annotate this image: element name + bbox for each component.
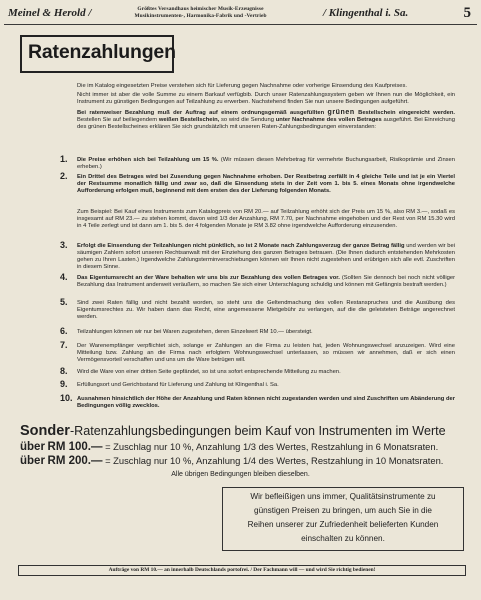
special-text: = Zuschlag nur 10 %, Anzahlung 1/3 des Wertes, Restzahlung in 6 Monatsraten. bbox=[102, 441, 439, 452]
special-conditions-heading bbox=[20, 424, 475, 439]
item-body: und werden wir bei säumigen Zahlern sofort unseren Rechtsanwalt mit der Einziehung des ganzen Betrages betrauen. (Die Ihnen dadurch entstehenden Mehrkosten gehen zu Ihren Lasten.) Irgendwelche Zahlungsterminverschiebungen können wir Ihnen nicht zugestehen und erübrigen sich alle evtl. Zuschriften in diesem Sinne. bbox=[77, 243, 455, 271]
item-bold: Das Eigentumsrecht an der Ware behalten wir uns bis zur Bezahlung des vollen Betrages vor. bbox=[77, 275, 340, 281]
lead-text-1: Bestellen Sie auf beiliegendem bbox=[77, 116, 159, 123]
other-conditions-note: Alle übrigen Bedingungen bleiben dieselben. bbox=[171, 471, 310, 478]
item-bold: Ein Drittel des Betrages wird bei Zusendung gegen Nachnahme erhoben. Der Restbetrag zerfällt in 4 gleiche Teile und ist je ein Viertel der Restsumme monatlich fällig und zwar so, daß die Einsendung stets in der Zeit vom 1. bis 5. eines Monats ohne irgendwelche Aufforderung erfolgen muß, beginnend mit dem ersten des der Lieferung folgenden Monats. bbox=[77, 174, 455, 195]
item-number: 5. bbox=[60, 297, 68, 307]
item-number: 10. bbox=[60, 393, 73, 403]
intro-text bbox=[77, 83, 455, 131]
item-number: 8. bbox=[60, 366, 68, 376]
lead-bold-4: weißen Bestellschein, bbox=[158, 116, 220, 123]
item-text bbox=[77, 275, 455, 289]
item-number: 9. bbox=[60, 379, 68, 389]
special-condition-100 bbox=[20, 441, 475, 453]
page-number: 5 bbox=[463, 5, 471, 21]
item-text bbox=[77, 369, 455, 376]
page-header bbox=[8, 5, 473, 25]
lead-text-3: ausgeführt. Bei Einreichung des grünen Bestellscheines erklären Sie sich grundsätzlich mit unseren Raten-Zahlungsbedingungen einverstanden: bbox=[77, 116, 456, 131]
item-body: Wird die Ware von einer dritten Seite gepfändet, so ist uns sofort entsprechende Mitteilung zu machen. bbox=[77, 369, 341, 375]
item-body: (Sollten Sie dennoch bei noch nicht völliger Bezahlung das Instrument anderweit veräußern, so machen Sie sich einer Unterschlagung schuldig und können mit Gefängnis bestraft werden.) bbox=[77, 275, 456, 289]
lead-bold-5: unter Nachnahme des vollen Betrages bbox=[275, 116, 382, 123]
item-text bbox=[77, 209, 455, 230]
lead-text-2: so wird die Sendung bbox=[219, 116, 276, 123]
special-amount: RM 200.— bbox=[47, 455, 103, 467]
lead-bold-1: Bei ratenweiser Bezahlung muß der Auftrag auf einem ordnungsgemäß ausgefüllten bbox=[77, 109, 328, 116]
item-text bbox=[77, 157, 455, 171]
item-text bbox=[77, 243, 455, 271]
special-condition-200 bbox=[20, 455, 475, 467]
special-text: = Zuschlag nur 10 %, Anzahlung 1/4 des Wertes, Restzahlung in 10 Monatsraten. bbox=[102, 455, 444, 466]
lead-bold-3: Bestellschein eingereicht werden. bbox=[354, 109, 455, 116]
item-bold: Die Preise erhöhen sich bei Teilzahlung um 15 %. bbox=[77, 157, 219, 163]
promo-line-3: Reihen unserer zur Zufriedenheit belieferten Kunden bbox=[247, 520, 439, 529]
special-amount: RM 100.— bbox=[47, 441, 103, 453]
item-body: Sind zwei Raten fällig und nicht bezahlt worden, so steht uns die Geltendmachung des vollen Restanspruches und die Ausübung des Eigentumsrechtes zu. Wir haben dann das Recht, eine angemessene Mietgebühr zu verlangen, auf die die geleisteten Beträge angerechnet werden. bbox=[77, 300, 455, 321]
firm-name: Meinel & Herold / bbox=[8, 7, 92, 19]
item-body: Erfüllungsort und Gerichtsstand für Lieferung und Zahlung ist Klingenthal i. Sa. bbox=[77, 382, 279, 388]
item-body: (Wir müssen diesen Mehrbetrag für vermehrte Buchungsarbeit, Risikoprämie und Zinsen erheben.) bbox=[77, 157, 456, 171]
promo-line-1: Wir befleißigen uns immer, Qualitätsinstrumente zu bbox=[250, 492, 436, 501]
footer-text: Aufträge von RM 10.— an innerhalb Deutschlands portofrei. / Der Fachmann will — und wird Sie richtig bedienen! bbox=[108, 567, 376, 573]
item-bold: Erfolgt die Einsendung der Teilzahlungen nicht pünktlich, so ist 2 Monate nach Zahlungsverzug der ganze Betrag fällig bbox=[77, 243, 405, 249]
lead-paragraph bbox=[77, 109, 455, 132]
tagline-line-1: Größtes Versandhaus heimischer Musik-Erzeugnisse bbox=[137, 6, 264, 12]
item-text bbox=[77, 343, 455, 364]
item-text bbox=[77, 329, 455, 336]
item-number: 3. bbox=[60, 240, 68, 250]
footer-bar bbox=[18, 565, 466, 576]
promo-line-4: einschalten zu können. bbox=[301, 534, 385, 543]
firm-tagline bbox=[88, 6, 313, 20]
item-text bbox=[77, 300, 455, 321]
header-rule bbox=[4, 24, 477, 25]
item-number: 1. bbox=[60, 154, 68, 164]
special-label: über bbox=[20, 455, 45, 467]
item-body: Zum Beispiel: Bei Kauf eines Instruments zum Katalogpreis von RM 20.— auf Teilzahlung erhöht sich der Preis um 15 %, also RM 3.—, sodaß es insgesamt auf RM 23.— zu stehen kommt, davon wird 1/3 der Anzahlung, RM 7.70, per Nachnahme eingehoben und der Rest von RM 15.30 wird in 4 Teile zerlegt und ist dann am 1. bis 5. der 4 folgenden Monate je RM 3.82 ohne irgendwelche Aufforderung einzusenden. bbox=[77, 209, 455, 230]
promo-line-2: günstigen Preisen zu bringen, um auch Sie in die bbox=[254, 506, 432, 515]
tagline-line-2: Musikinstrumenten-, Harmonika-Fabrik und -Vertrieb bbox=[134, 13, 267, 19]
item-number: 6. bbox=[60, 326, 68, 336]
item-number: 7. bbox=[60, 340, 68, 350]
item-bold: Ausnahmen hinsichtlich der Höhe der Anzahlung und Raten können nicht zugestanden werden und sind Zuschriften um Abänderung der Bedingungen völlig zwecklos. bbox=[77, 396, 455, 410]
special-label: über bbox=[20, 441, 45, 453]
intro-paragraph-1: Die im Katalog eingesetzten Preise verstehen sich für Lieferung gegen Nachnahme oder vorherige Einsendung des Kaufpreises. bbox=[77, 83, 407, 89]
special-heading-rest: -Ratenzahlungsbedingungen beim Kauf von Instrumenten im Werte bbox=[69, 424, 446, 438]
firm-location: / Klingenthal i. Sa. bbox=[323, 7, 409, 19]
special-heading-bold: Sonder bbox=[20, 423, 70, 439]
intro-paragraph-2: Nicht immer ist aber die volle Summe zu einem Barkauf verfügbib. Durch unser Ratenzahlungssystem geben wir Ihnen nun die Möglichkeit, ein Instrument zu günstigen Bedingungen auf Teilzahlung zu erwerben. Nachstehend finden Sie nun unsere Bedingungen aufgeführt. bbox=[77, 92, 455, 106]
item-body: Teilzahlungen können wir nur bei Waren zugestehen, deren Einzelwert RM 10.— übersteigt. bbox=[77, 329, 313, 335]
item-text bbox=[77, 396, 455, 410]
item-number: 4. bbox=[60, 272, 68, 282]
item-text bbox=[77, 174, 455, 195]
item-number: 2. bbox=[60, 171, 68, 181]
item-text bbox=[77, 382, 455, 389]
item-body: Der Warenempfänger verpflichtet sich, solange er Zahlungen an die Firma zu leisten hat, jeden Wohnungswechsel anzuzeigen. Wird eine Mitteilung bzw. Zahlung an die Firma nach erfolgtem Wohnungswechsel unterlassen, so müssen wir annehmen, daß er sich einen Vermögensvorteil verschaffen und uns um die Ware betrügen will. bbox=[77, 343, 455, 364]
lead-bold-green: grünen bbox=[327, 108, 355, 116]
page-title: Ratenzahlungen bbox=[28, 41, 176, 63]
promo-box bbox=[222, 487, 464, 551]
title-box bbox=[20, 35, 174, 73]
